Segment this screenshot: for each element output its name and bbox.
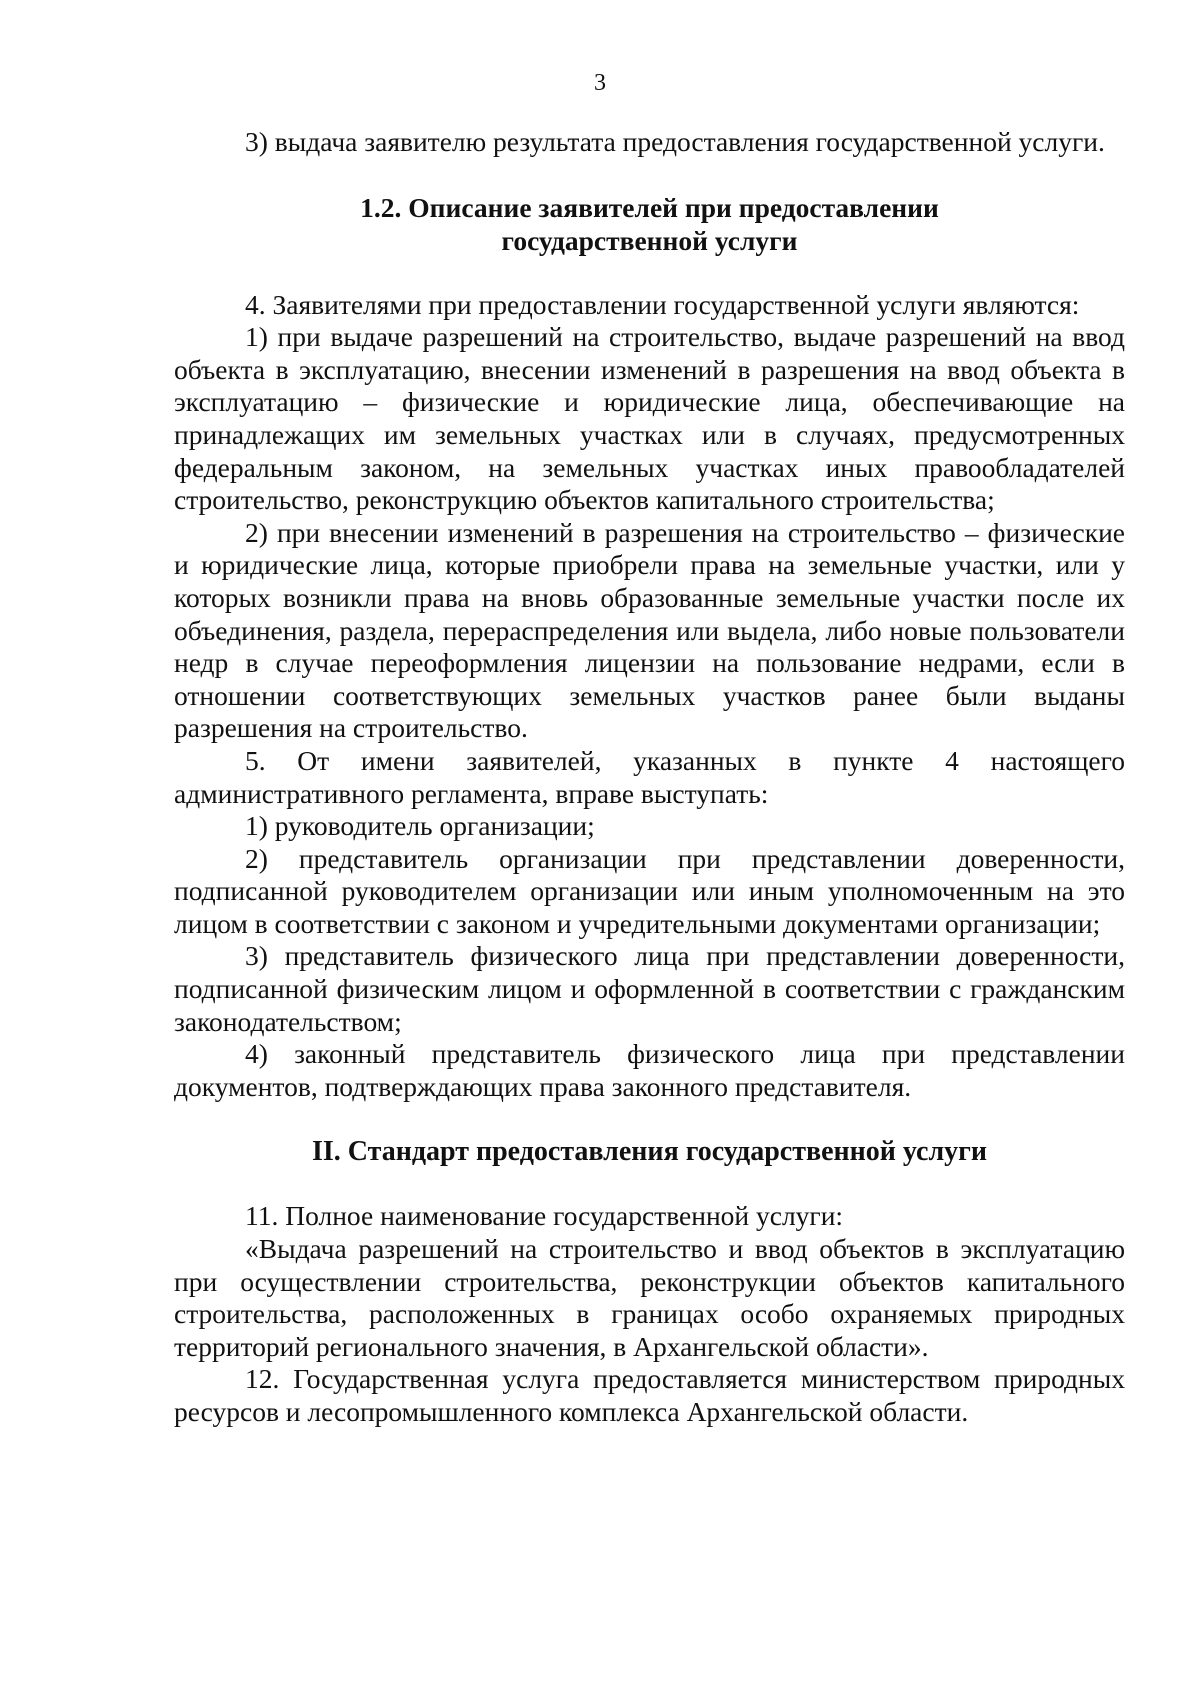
paragraph-3-issuance: 3) выдача заявителю результата предоставления государственной услуги.	[245, 126, 1105, 157]
section-heading-line-1: 1.2. Описание заявителей при предоставлении	[360, 191, 939, 223]
page-number: 3	[594, 70, 606, 96]
document-body	[174, 126, 1125, 1429]
paragraph-5-item-3: 3) представитель физического лица при представлении доверенности, подписанной физическим лицом и оформленной в соответствии с гражданским законодательством;	[174, 940, 1125, 1037]
paragraph-5-item-2: 2) представитель организации при представлении доверенности, подписанной руководителем организации или иным уполномоченным на это лицом в соответствии с законом и учредительными документами организации;	[174, 842, 1125, 939]
paragraph-5-intro: 5. От имени заявителей, указанных в пункте 4 настоящего административного регламента, вправе выступать:	[174, 744, 1125, 809]
paragraph-5-item-4: 4) законный представитель физического лица при представлении документов, подтверждающих права законного представителя.	[174, 1038, 1125, 1102]
paragraph-5-item-1: 1) руководитель организации;	[245, 810, 595, 842]
section-heading-ii: II. Стандарт предоставления государственной услуги	[311, 1136, 988, 1168]
section-heading-line-2: государственной услуги	[501, 224, 798, 256]
paragraph-12-provider: 12. Государственная услуга предоставляется министерством природных ресурсов и лесопромышленного комплекса Архангельской области.	[174, 1363, 1125, 1427]
paragraph-4-intro: 4. Заявителями при предоставлении государственной услуги являются:	[245, 288, 1080, 320]
paragraph-4-item-2: 2) при внесении изменений в разрешения на строительство – физические и юридические лица, которые приобрели права на земельные участки, или у которых возникли права на вновь образованные земельные участки после их объединения, раздела, перераспределения или выдела, либо новые пользователи недр в случае переоформления лицензии на пользование недрами, если в отношении соответствующих земельных участков ранее были выданы разрешения на строительство.	[174, 516, 1125, 744]
paragraph-4-item-1: 1) при выдаче разрешений на строительство, выдаче разрешений на ввод объекта в эксплуатацию, внесении изменений в разрешения на ввод объекта в эксплуатацию – физические и юридические лица, обеспечивающие на принадлежащих им земельных участках или в случаях, предусмотренных федеральным законом, на земельных участках иных правообладателей строительство, реконструкцию объектов капитального строительства;	[174, 321, 1125, 516]
paragraph-11-intro: 11. Полное наименование государственной услуги:	[245, 1200, 844, 1232]
paragraph-11-service-name: «Выдача разрешений на строительство и ввод объектов в эксплуатацию при осуществлении строительства, реконструкции объектов капитального строительства, расположенных в границах особо охраняемых природных территорий регионального значения, в Архангельской области».	[174, 1233, 1125, 1362]
section-heading-1-2	[174, 191, 1125, 257]
